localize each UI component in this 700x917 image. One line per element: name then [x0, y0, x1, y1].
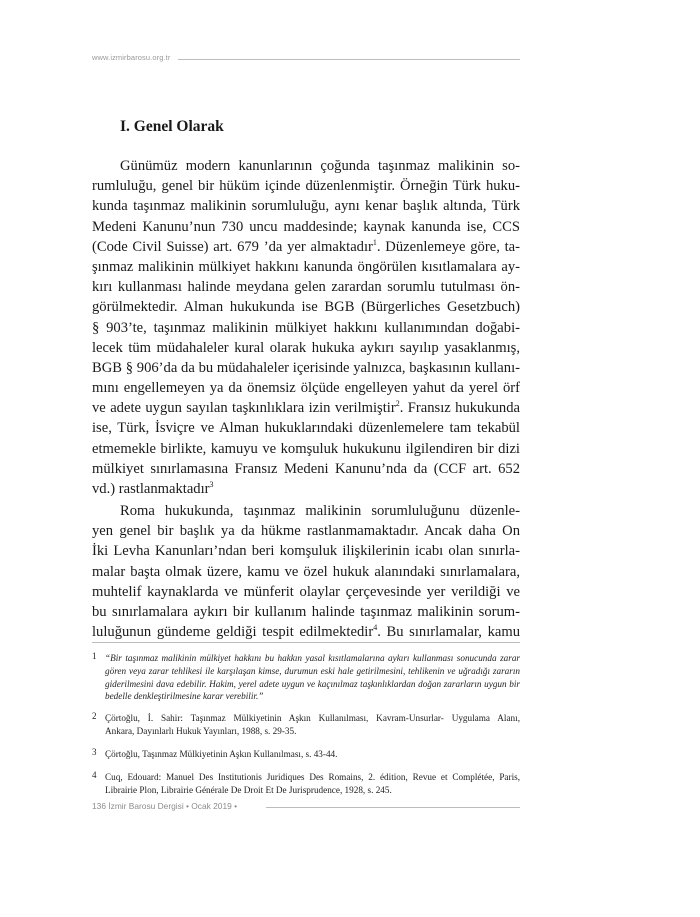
- footnote-number: 1: [92, 651, 97, 661]
- text-line: vd.) rastlanmaktadır$^3$: [92, 480, 214, 497]
- text-line: Günümüz modern kanunlarının çoğunda taşınmaz malikinin so-: [120, 158, 520, 174]
- paragraph-2: [92, 501, 520, 642]
- text-line: İki Levha Kanunları’ndan beri komşuluk ilişkilerinin icabı olan sınırla-: [92, 543, 520, 560]
- text-line: lecek tüm müdahaleler kural olarak hukuka aykırı sayılıp yasaklanmış,: [92, 339, 520, 356]
- text-line: (Code Civil Suisse) art. 679 ’da yer almaktadır$^1$. Düzenlemeye göre, ta-: [92, 237, 520, 255]
- footnote-1: [92, 652, 520, 703]
- paragraph-1: [92, 156, 520, 499]
- footnote-number: 2: [92, 711, 97, 721]
- footer-text: 136 İzmir Barosu Dergisi • Ocak 2019 •: [92, 801, 238, 811]
- header-divider: [178, 59, 520, 60]
- text-line: luluğunun gündeme geldiği tespit edilmektedir$^4$. Bu sınırlamalar, kamu: [92, 623, 520, 641]
- footnote-line: Çörtoğlu, İ. Sahir: Taşınmaz Mülkiyetinin Aşkın Kullanılması, Kavram-Unsurlar- Uygulama Alanı,: [105, 713, 520, 723]
- text-line: BGB § 906’da da bu müdahaleler içerisinde yalnızca, başkasının kullanı-: [92, 359, 520, 376]
- footnote-divider: [92, 642, 520, 643]
- section-heading: I. Genel Olarak: [120, 118, 224, 135]
- text-line: kırı kullanması halinde meydana gelen zarardan sorumlu tutulması ön-: [92, 279, 520, 296]
- text-line: mını engellemeyen ya da önemsiz ölçüde engelleyen yahut da yerel örf: [92, 380, 520, 397]
- text-line: şınmaz malikinin mülkiyet hakkını kanunda öngörülen kısıtlamalara ay-: [92, 258, 520, 275]
- footnote-line: bedelle denkleştirilmesine karar verebilir.”: [105, 691, 264, 702]
- footnote-ref[interactable]: 2: [395, 399, 400, 409]
- footnote-4: [92, 771, 520, 797]
- footnote-2: [92, 712, 520, 738]
- text-line: kunda taşınmaz malikinin sorumluluğu, aynı kenar başlık altında, Türk: [92, 198, 520, 215]
- text-line: § 903’te, taşınmaz malikinin mülkiyet hakkını kullanımından doğabi-: [92, 319, 520, 336]
- text-line: malar başta olmak üzere, kamu ve özel hukuk alanındaki sınırlamalara,: [92, 563, 520, 580]
- footnote-line: Ankara, Dayınlarlı Hukuk Yayınları, 1988, s. 29-35.: [105, 725, 297, 736]
- footnote-number: 4: [92, 770, 97, 780]
- footer-divider: [266, 807, 520, 808]
- footnote-ref[interactable]: 1: [372, 237, 377, 247]
- text-line: muhtelif kaynaklarda ve münferit olaylar çerçevesinde yer verildiği ve: [92, 583, 520, 600]
- footnote-line: giderilmesini dava edebilir. Hakim, yerel adete uygun ve kaçınılmaz taşkınlıklardan doğan zararların uygun bir: [105, 678, 520, 689]
- text-line: görülmektedir. Alman hukukunda ise BGB (Bürgerliches Gesetzbuch): [92, 299, 520, 316]
- text-line: Roma hukukunda, taşınmaz malikinin sorumluluğunu düzenle-: [120, 503, 520, 519]
- text-line: yen genel bir başlık ya da hükme rastlanmamaktadır. Ancak daha On: [92, 523, 520, 540]
- text-line: etmemekle birlikte, kamuyu ve komşuluk hukukunu ilgilendiren bir dizi: [92, 440, 520, 457]
- footnote-line: Cuq, Edouard: Manuel Des Institutionis Juridiques Des Romains, 2. édition, Revue et Complétée, Paris,: [105, 772, 520, 782]
- footnote-line: “Bir taşınmaz malikinin mülkiyet hakkını bu hakkın yasal kısıtlamalarına aykırı kullanması sonucunda zarar: [105, 653, 520, 663]
- text-line: rumluluğu, genel bir hüküm içinde düzenlenmiştir. Örneğin Türk huku-: [92, 178, 520, 195]
- footnote-line: Çörtoğlu, Taşınmaz Mülkiyetinin Aşkın Kullanılması, s. 43-44.: [105, 749, 338, 759]
- text-line: ise, Türk, İsviçre ve Alman hukuklarındaki düzenlemelere tam tekabül: [92, 420, 520, 437]
- text-line: ve adete uygun sayılan taşkınlıklara izin verilmiştir$^2$. Fransız hukukunda: [92, 399, 520, 417]
- footnote-ref[interactable]: 4: [373, 623, 378, 633]
- footnote-3: [92, 748, 520, 761]
- footnote-number: 3: [92, 747, 97, 757]
- text-line: mülkiyet sınırlamasına Fransız Medeni Kanunu’nda da (CCF art. 652: [92, 460, 520, 477]
- footnote-ref[interactable]: 3: [209, 480, 214, 490]
- text-line: Medeni Kanunu’nun 730 uncu maddesinde; kaynak kanunda ise, CCS: [92, 218, 520, 235]
- footnote-line: gören veya zarar tehlikesi ile karşılaşan kimse, durumun eski hale getirilmesini, tehlikenin ve uğradığı zararın: [105, 665, 520, 676]
- text-line: bu sınırlamalara aykırı bir kullanım halinde taşınmaz malikinin sorum-: [92, 603, 520, 620]
- header-url: www.izmirbarosu.org.tr: [92, 53, 171, 62]
- footnote-line: Librairie Plon, Librairie Générale De Droit Et De Jurisprudence, 1928, s. 245.: [105, 784, 392, 795]
